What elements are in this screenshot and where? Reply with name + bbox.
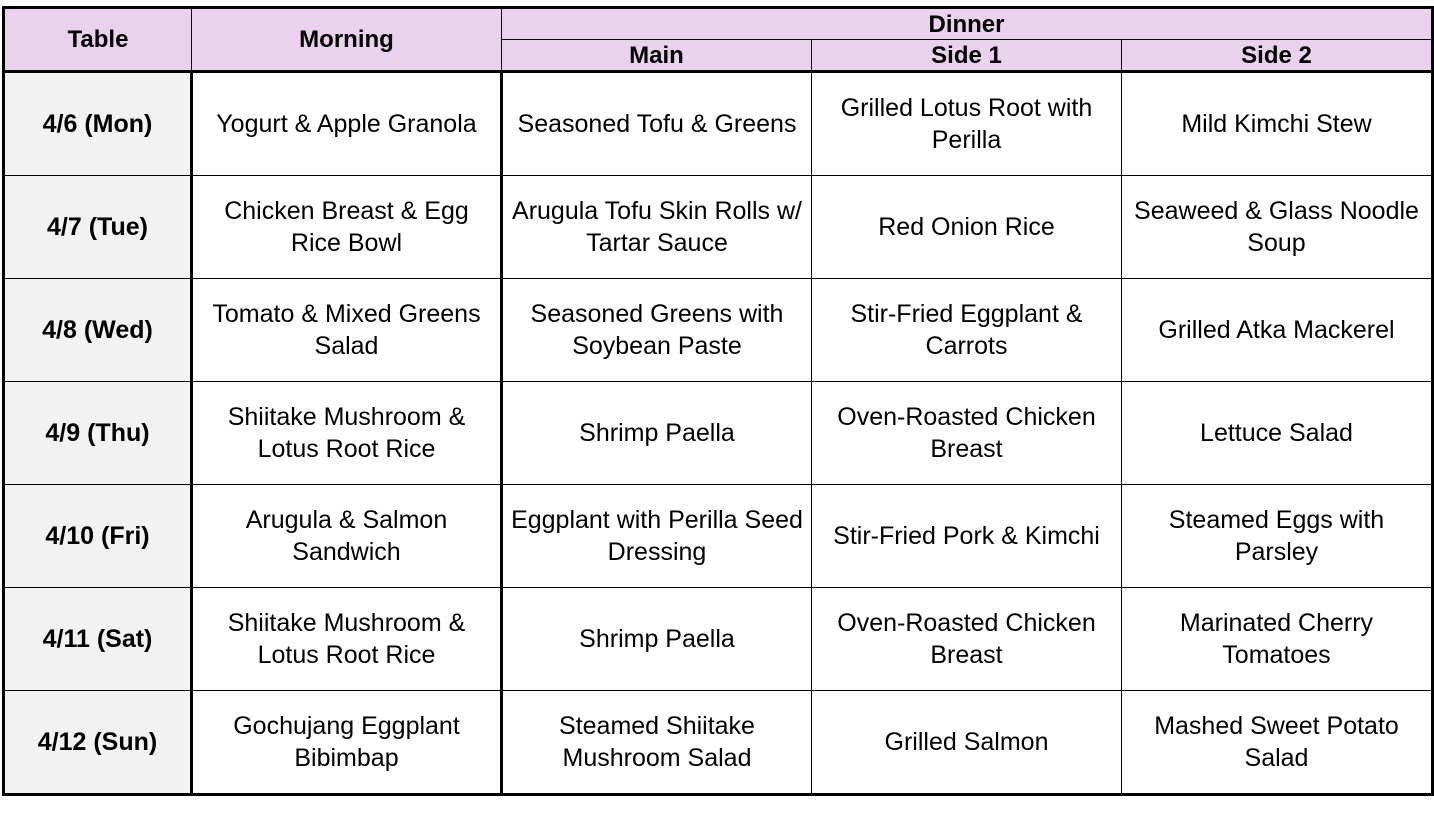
morning-cell: Shiitake Mushroom & Lotus Root Rice [192, 588, 502, 691]
table-row [4, 279, 1433, 382]
main-cell: Shrimp Paella [502, 588, 812, 691]
table-row [4, 72, 1433, 176]
main-cell: Seasoned Greens with Soybean Paste [502, 279, 812, 382]
side1-cell: Stir-Fried Pork & Kimchi [812, 485, 1122, 588]
side2-cell: Steamed Eggs with Parsley [1122, 485, 1433, 588]
table-row [4, 382, 1433, 485]
side1-cell: Oven-Roasted Chicken Breast [812, 382, 1122, 485]
table-row [4, 691, 1433, 795]
day-cell: 4/7 (Tue) [4, 176, 192, 279]
side2-cell: Mild Kimchi Stew [1122, 72, 1433, 176]
day-cell: 4/12 (Sun) [4, 691, 192, 795]
day-cell: 4/9 (Thu) [4, 382, 192, 485]
side2-cell: Grilled Atka Mackerel [1122, 279, 1433, 382]
header-side1: Side 1 [812, 40, 1122, 72]
header-dinner: Dinner [502, 8, 1433, 40]
day-cell: 4/8 (Wed) [4, 279, 192, 382]
day-cell: 4/10 (Fri) [4, 485, 192, 588]
morning-cell: Shiitake Mushroom & Lotus Root Rice [192, 382, 502, 485]
main-cell: Seasoned Tofu & Greens [502, 72, 812, 176]
morning-cell: Gochujang Eggplant Bibimbap [192, 691, 502, 795]
table-row [4, 176, 1433, 279]
side2-cell: Mashed Sweet Potato Salad [1122, 691, 1433, 795]
side1-cell: Grilled Lotus Root with Perilla [812, 72, 1122, 176]
morning-cell: Chicken Breast & Egg Rice Bowl [192, 176, 502, 279]
header-morning: Morning [192, 8, 502, 72]
side1-cell: Oven-Roasted Chicken Breast [812, 588, 1122, 691]
side1-cell: Red Onion Rice [812, 176, 1122, 279]
side2-cell: Seaweed & Glass Noodle Soup [1122, 176, 1433, 279]
side2-cell: Marinated Cherry Tomatoes [1122, 588, 1433, 691]
day-cell: 4/6 (Mon) [4, 72, 192, 176]
day-cell: 4/11 (Sat) [4, 588, 192, 691]
main-cell: Eggplant with Perilla Seed Dressing [502, 485, 812, 588]
table-row [4, 588, 1433, 691]
side1-cell: Stir-Fried Eggplant & Carrots [812, 279, 1122, 382]
header-main: Main [502, 40, 812, 72]
morning-cell: Arugula & Salmon Sandwich [192, 485, 502, 588]
main-cell: Shrimp Paella [502, 382, 812, 485]
morning-cell: Tomato & Mixed Greens Salad [192, 279, 502, 382]
table-row [4, 485, 1433, 588]
header-table: Table [4, 8, 192, 72]
main-cell: Arugula Tofu Skin Rolls w/ Tartar Sauce [502, 176, 812, 279]
side2-cell: Lettuce Salad [1122, 382, 1433, 485]
header-row-1 [4, 8, 1433, 40]
header-side2: Side 2 [1122, 40, 1433, 72]
main-cell: Steamed Shiitake Mushroom Salad [502, 691, 812, 795]
meal-plan-table [2, 6, 1434, 796]
morning-cell: Yogurt & Apple Granola [192, 72, 502, 176]
side1-cell: Grilled Salmon [812, 691, 1122, 795]
